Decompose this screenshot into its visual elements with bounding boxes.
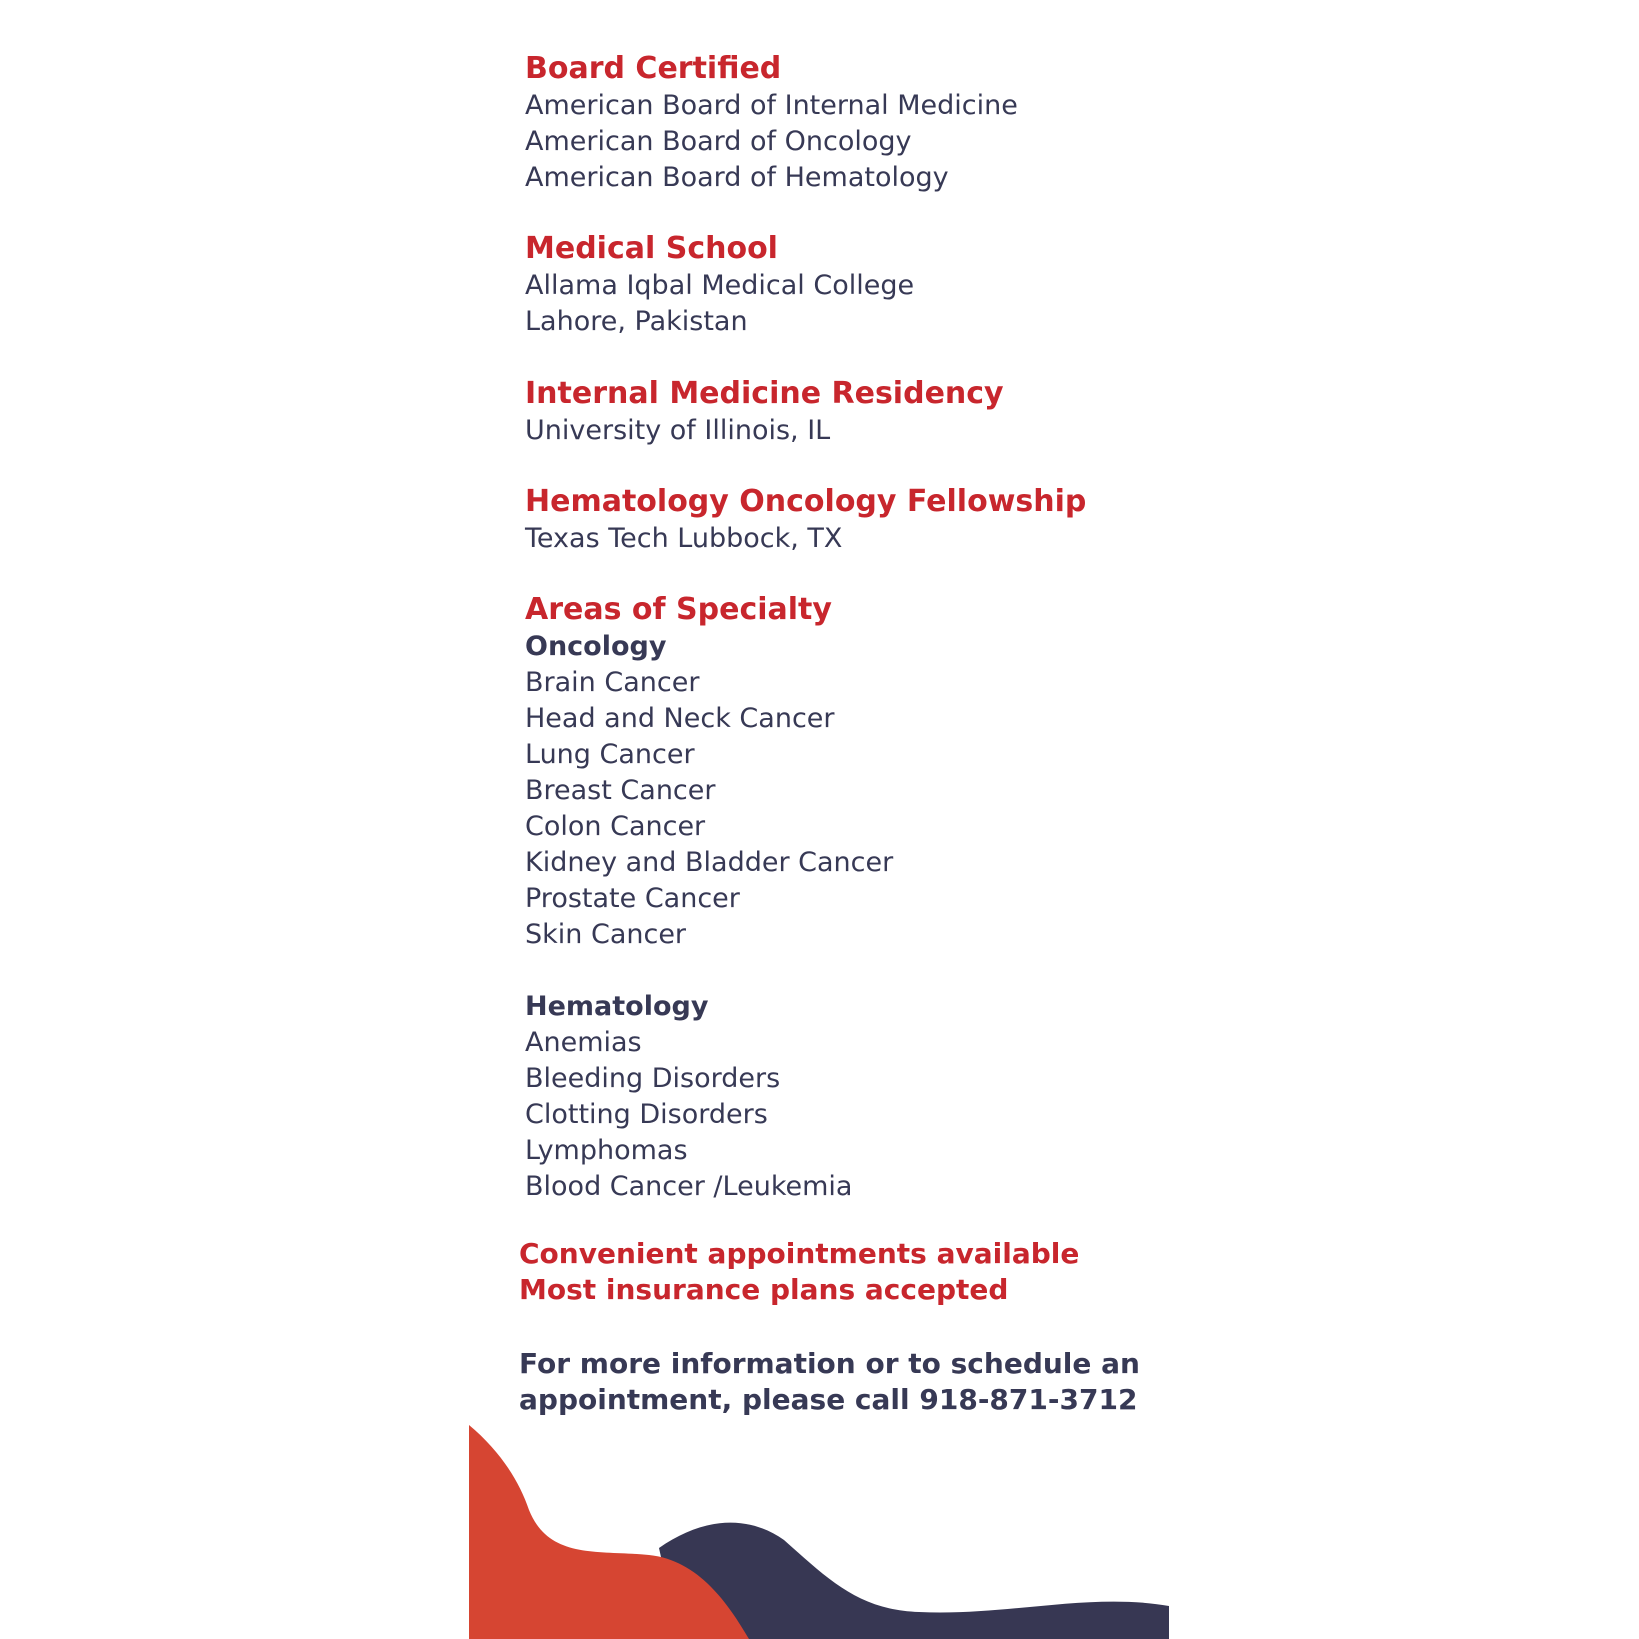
hematology-item: Blood Cancer /Leukemia: [525, 1171, 853, 1202]
oncology-item: Prostate Cancer: [525, 883, 740, 914]
hematology-item: Anemias: [525, 1027, 642, 1058]
medical-school-section: [525, 230, 1165, 340]
board-certified-section: [525, 50, 1165, 196]
board-certified-heading: Board Certified: [525, 51, 782, 86]
hematology-item: Bleeding Disorders: [525, 1063, 781, 1094]
specialty-section: [525, 591, 1165, 1205]
oncology-subheading: Oncology: [525, 631, 667, 662]
appointments-notice: Convenient appointments available: [519, 1237, 1080, 1270]
board-certification-item: American Board of Internal Medicine: [525, 90, 1018, 121]
oncology-item: Brain Cancer: [525, 667, 700, 698]
hematology-item: Lymphomas: [525, 1135, 688, 1166]
board-certification-item: American Board of Hematology: [525, 162, 949, 193]
residency-heading: Internal Medicine Residency: [525, 376, 1004, 411]
hematology-subheading: Hematology: [525, 991, 709, 1022]
oncology-item: Head and Neck Cancer: [525, 703, 835, 734]
oncology-item: Lung Cancer: [525, 739, 695, 770]
decorative-waves: [469, 1420, 1169, 1639]
hematology-item: Clotting Disorders: [525, 1099, 768, 1130]
fellowship-institution: Texas Tech Lubbock, TX: [525, 523, 843, 554]
insurance-notice: Most insurance plans accepted: [519, 1273, 1009, 1306]
contact-line-phone: appointment, please call 918-871-3712: [519, 1383, 1138, 1416]
residency-section: [525, 375, 1165, 449]
fellowship-heading: Hematology Oncology Fellowship: [525, 484, 1087, 519]
board-certification-item: American Board of Oncology: [525, 126, 912, 157]
specialty-heading: Areas of Specialty: [525, 592, 832, 627]
list-spacer: [525, 953, 1165, 989]
medical-school-location: Lahore, Pakistan: [525, 306, 748, 337]
medical-school-name: Allama Iqbal Medical College: [525, 270, 915, 301]
residency-institution: University of Illinois, IL: [525, 415, 831, 446]
oncology-item: Colon Cancer: [525, 811, 706, 842]
contact-line: For more information or to schedule an: [519, 1347, 1140, 1380]
oncology-item: Breast Cancer: [525, 775, 716, 806]
medical-school-heading: Medical School: [525, 231, 778, 266]
oncology-item: Skin Cancer: [525, 919, 687, 950]
oncology-item: Kidney and Bladder Cancer: [525, 847, 894, 878]
flyer-panel: [469, 0, 1169, 1639]
fellowship-section: [525, 483, 1165, 557]
